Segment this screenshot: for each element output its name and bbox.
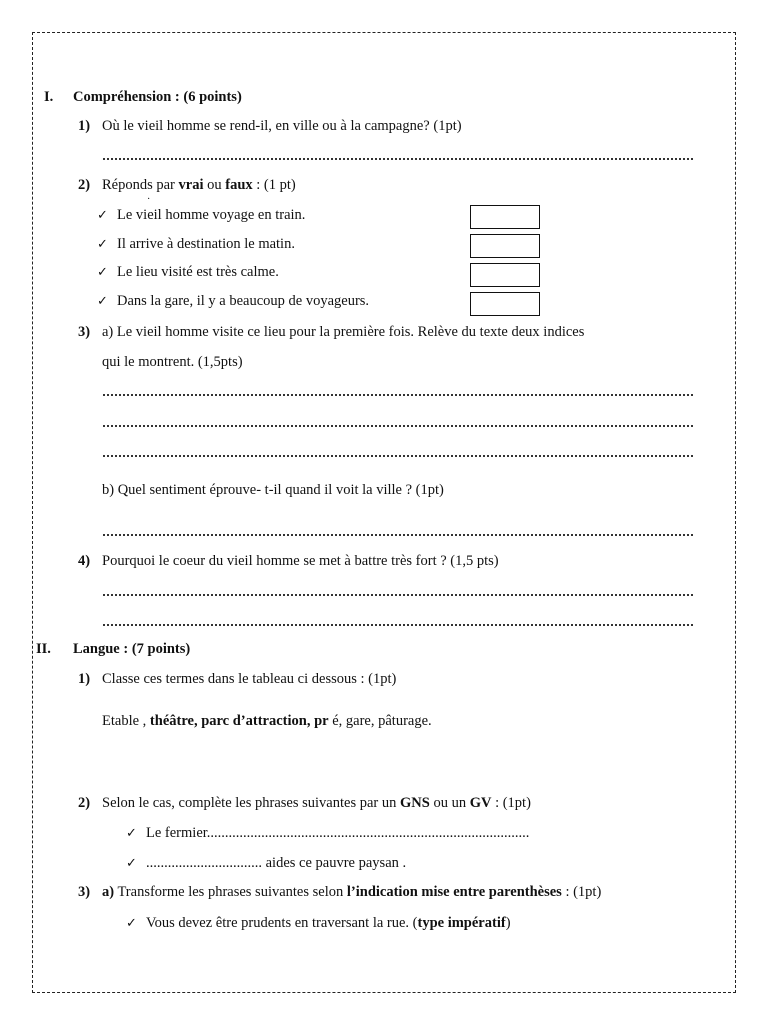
q2-number: 2) (78, 177, 91, 193)
gns-label: GNS (399, 795, 430, 811)
tf-answer-box-4[interactable] (470, 292, 540, 316)
answer-line[interactable] (103, 622, 693, 626)
stray-mark: · (147, 194, 151, 205)
q4-text: Pourquoi le coeur du vieil homme se met à battre très fort ? (1,5 pts) (102, 553, 499, 569)
q3b-text: b) Quel sentiment éprouve- t-il quand il voit la ville ? (1pt) (102, 482, 444, 498)
complete-item-1[interactable]: ✓ Le fermier......................................................................................... (126, 824, 529, 843)
q4-number: 4) (78, 553, 91, 569)
answer-line[interactable] (103, 532, 693, 536)
section-1-numeral: I. (44, 89, 54, 105)
transform-item-1: ✓ Vous devez être prudents en traversant la rue. (type impératif) (126, 914, 511, 933)
gv-label: GV (469, 795, 492, 811)
section-2-numeral: II. (36, 641, 51, 657)
complete-item-2[interactable]: ✓ ................................ aides ce pauvre paysan . (126, 854, 406, 873)
q2-text: Réponds par vrai ou faux : (1 pt) (102, 177, 296, 193)
lang-q2-text: Selon le cas, complète les phrases suivantes par un GNS ou un GV : (1pt) (102, 795, 531, 811)
lang-q1-text: Classe ces termes dans le tableau ci dessous : (1pt) (102, 671, 397, 687)
tf-item-2: ✓ Il arrive à destination le matin. (97, 235, 295, 254)
q3a-text-line1: a) Le vieil homme visite ce lieu pour la première fois. Relève du texte deux indices (102, 324, 585, 340)
answer-line[interactable] (103, 156, 693, 160)
lang-q3-text: a) Transforme les phrases suivantes selon l’indication mise entre parenthèses : (1pt) (102, 884, 602, 900)
answer-line[interactable] (103, 392, 693, 396)
faux-word: faux (225, 177, 253, 193)
q3a-text-line2: qui le montrent. (1,5pts) (102, 354, 243, 370)
tf-item-1: ✓ Le vieil homme voyage en train. (97, 206, 305, 225)
lang-q3-number: 3) (78, 884, 91, 900)
tf-answer-box-3[interactable] (470, 263, 540, 287)
q1-text: Où le vieil homme se rend-il, en ville ou à la campagne? (1pt) (102, 118, 462, 134)
section-2-title: Langue : (7 points) (73, 641, 191, 657)
tf-answer-box-2[interactable] (470, 234, 540, 258)
tf-item-3: ✓ Le lieu visité est très calme. (97, 263, 279, 282)
lang-q1-number: 1) (78, 671, 91, 687)
q1-number: 1) (78, 118, 91, 134)
terms-list: Etable , théâtre, parc d’attraction, pr é, gare, pâturage. (102, 713, 432, 729)
answer-line[interactable] (103, 592, 693, 596)
answer-line[interactable] (103, 423, 693, 427)
answer-line[interactable] (103, 453, 693, 457)
q3-number: 3) (78, 324, 91, 340)
section-1-title: Compréhension : (6 points) (73, 89, 242, 105)
tf-item-4: ✓ Dans la gare, il y a beaucoup de voyageurs. (97, 292, 369, 311)
tf-answer-box-1[interactable] (470, 205, 540, 229)
vrai-word: vrai (178, 177, 204, 193)
lang-q2-number: 2) (78, 795, 91, 811)
